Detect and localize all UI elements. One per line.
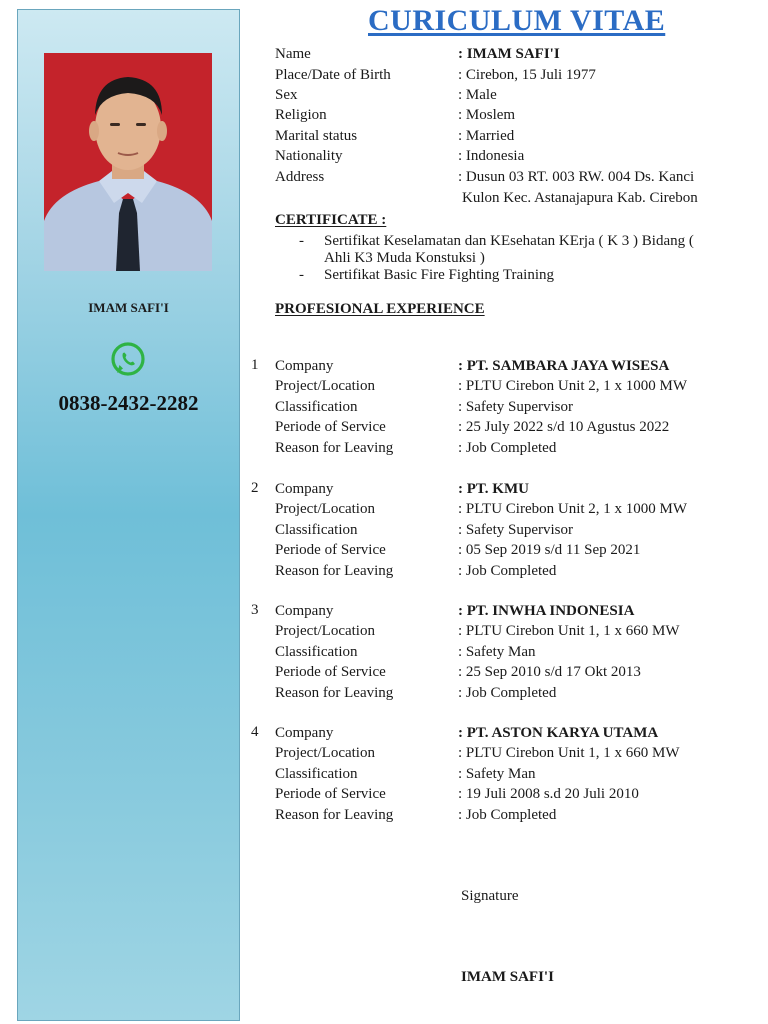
job-label-classification: Classification: [275, 522, 358, 538]
personal-value-nationality: : Indonesia: [458, 148, 525, 164]
job-value-period: : 25 Sep 2010 s/d 17 Okt 2013: [458, 664, 641, 680]
job-number: 1: [251, 357, 259, 373]
profile-photo: [44, 53, 212, 271]
signature-label: Signature: [461, 888, 519, 904]
job-value-reason: : Job Completed: [458, 685, 557, 701]
job-value-project: : PLTU Cirebon Unit 1, 1 x 660 MW: [458, 623, 680, 639]
job-label-classification: Classification: [275, 644, 358, 660]
job-label-reason: Reason for Leaving: [275, 440, 394, 456]
certificate-text: Sertifikat Basic Fire Fighting Training: [324, 267, 555, 283]
job-label-company: Company: [275, 481, 334, 497]
job-value-company: : PT. SAMBARA JAYA WISESA: [458, 358, 670, 374]
personal-label-marital: Marital status: [275, 128, 358, 144]
experience-heading: PROFESIONAL EXPERIENCE: [275, 301, 485, 317]
personal-value-address: : Dusun 03 RT. 003 RW. 004 Ds. Kanci: [458, 169, 695, 185]
job-label-reason: Reason for Leaving: [275, 563, 394, 579]
job-label-period: Periode of Service: [275, 664, 386, 680]
person-portrait: [44, 53, 212, 271]
job-label-project: Project/Location: [275, 501, 375, 517]
personal-value-name: : IMAM SAFI'I: [458, 46, 560, 62]
job-value-period: : 19 Juli 2008 s.d 20 Juli 2010: [458, 786, 639, 802]
job-label-period: Periode of Service: [275, 419, 386, 435]
job-label-company: Company: [275, 725, 334, 741]
job-label-project: Project/Location: [275, 378, 375, 394]
personal-label-birth: Place/Date of Birth: [275, 67, 391, 83]
personal-value-marital: : Married: [458, 128, 515, 144]
whatsapp-icon: [109, 340, 147, 378]
job-value-reason: : Job Completed: [458, 807, 557, 823]
job-value-company: : PT. KMU: [458, 481, 529, 497]
signature-name: IMAM SAFI'I: [461, 969, 554, 985]
job-label-project: Project/Location: [275, 623, 375, 639]
certificate-text: Sertifikat Keselamatan dan KEsehatan KErja ( K 3 ) Bidang (: [324, 233, 694, 249]
bullet-dash: -: [299, 233, 304, 249]
job-label-period: Periode of Service: [275, 786, 386, 802]
job-value-reason: : Job Completed: [458, 563, 557, 579]
bullet-dash: -: [299, 267, 304, 283]
personal-label-address: Address: [275, 169, 325, 185]
job-value-reason: : Job Completed: [458, 440, 557, 456]
personal-value-religion: : Moslem: [458, 107, 516, 123]
job-label-classification: Classification: [275, 766, 358, 782]
personal-value-sex: : Male: [458, 87, 497, 103]
job-value-project: : PLTU Cirebon Unit 2, 1 x 1000 MW: [458, 378, 688, 394]
personal-value-birth: : Cirebon, 15 Juli 1977: [458, 67, 596, 83]
job-value-company: : PT. ASTON KARYA UTAMA: [458, 725, 659, 741]
personal-label-nationality: Nationality: [275, 148, 343, 164]
job-number: 2: [251, 480, 259, 496]
sidebar-name: IMAM SAFI'I: [88, 300, 169, 315]
personal-label-name: Name: [275, 46, 311, 62]
job-label-classification: Classification: [275, 399, 358, 415]
job-value-period: : 25 July 2022 s/d 10 Agustus 2022: [458, 419, 670, 435]
job-value-project: : PLTU Cirebon Unit 1, 1 x 660 MW: [458, 745, 680, 761]
phone-number: 0838-2432-2282: [58, 391, 199, 415]
page-title: CURICULUM VITAE: [368, 4, 666, 37]
job-value-classification: : Safety Supervisor: [458, 522, 573, 538]
job-label-period: Periode of Service: [275, 542, 386, 558]
job-value-classification: : Safety Man: [458, 644, 536, 660]
personal-label-sex: Sex: [275, 87, 298, 103]
job-number: 3: [251, 602, 259, 618]
certificate-text: Ahli K3 Muda Konstuksi ): [324, 250, 485, 266]
job-label-company: Company: [275, 603, 334, 619]
personal-label-religion: Religion: [275, 107, 327, 123]
certificate-heading: CERTIFICATE :: [275, 212, 387, 228]
job-number: 4: [251, 724, 259, 740]
job-value-classification: : Safety Supervisor: [458, 399, 573, 415]
job-value-period: : 05 Sep 2019 s/d 11 Sep 2021: [458, 542, 641, 558]
personal-value-address-line2: Kulon Kec. Astanajapura Kab. Cirebon: [462, 190, 698, 206]
job-label-reason: Reason for Leaving: [275, 807, 394, 823]
job-value-project: : PLTU Cirebon Unit 2, 1 x 1000 MW: [458, 501, 688, 517]
job-label-company: Company: [275, 358, 334, 374]
job-value-classification: : Safety Man: [458, 766, 536, 782]
job-value-company: : PT. INWHA INDONESIA: [458, 603, 635, 619]
job-label-project: Project/Location: [275, 745, 375, 761]
sidebar: [17, 9, 240, 1021]
job-label-reason: Reason for Leaving: [275, 685, 394, 701]
